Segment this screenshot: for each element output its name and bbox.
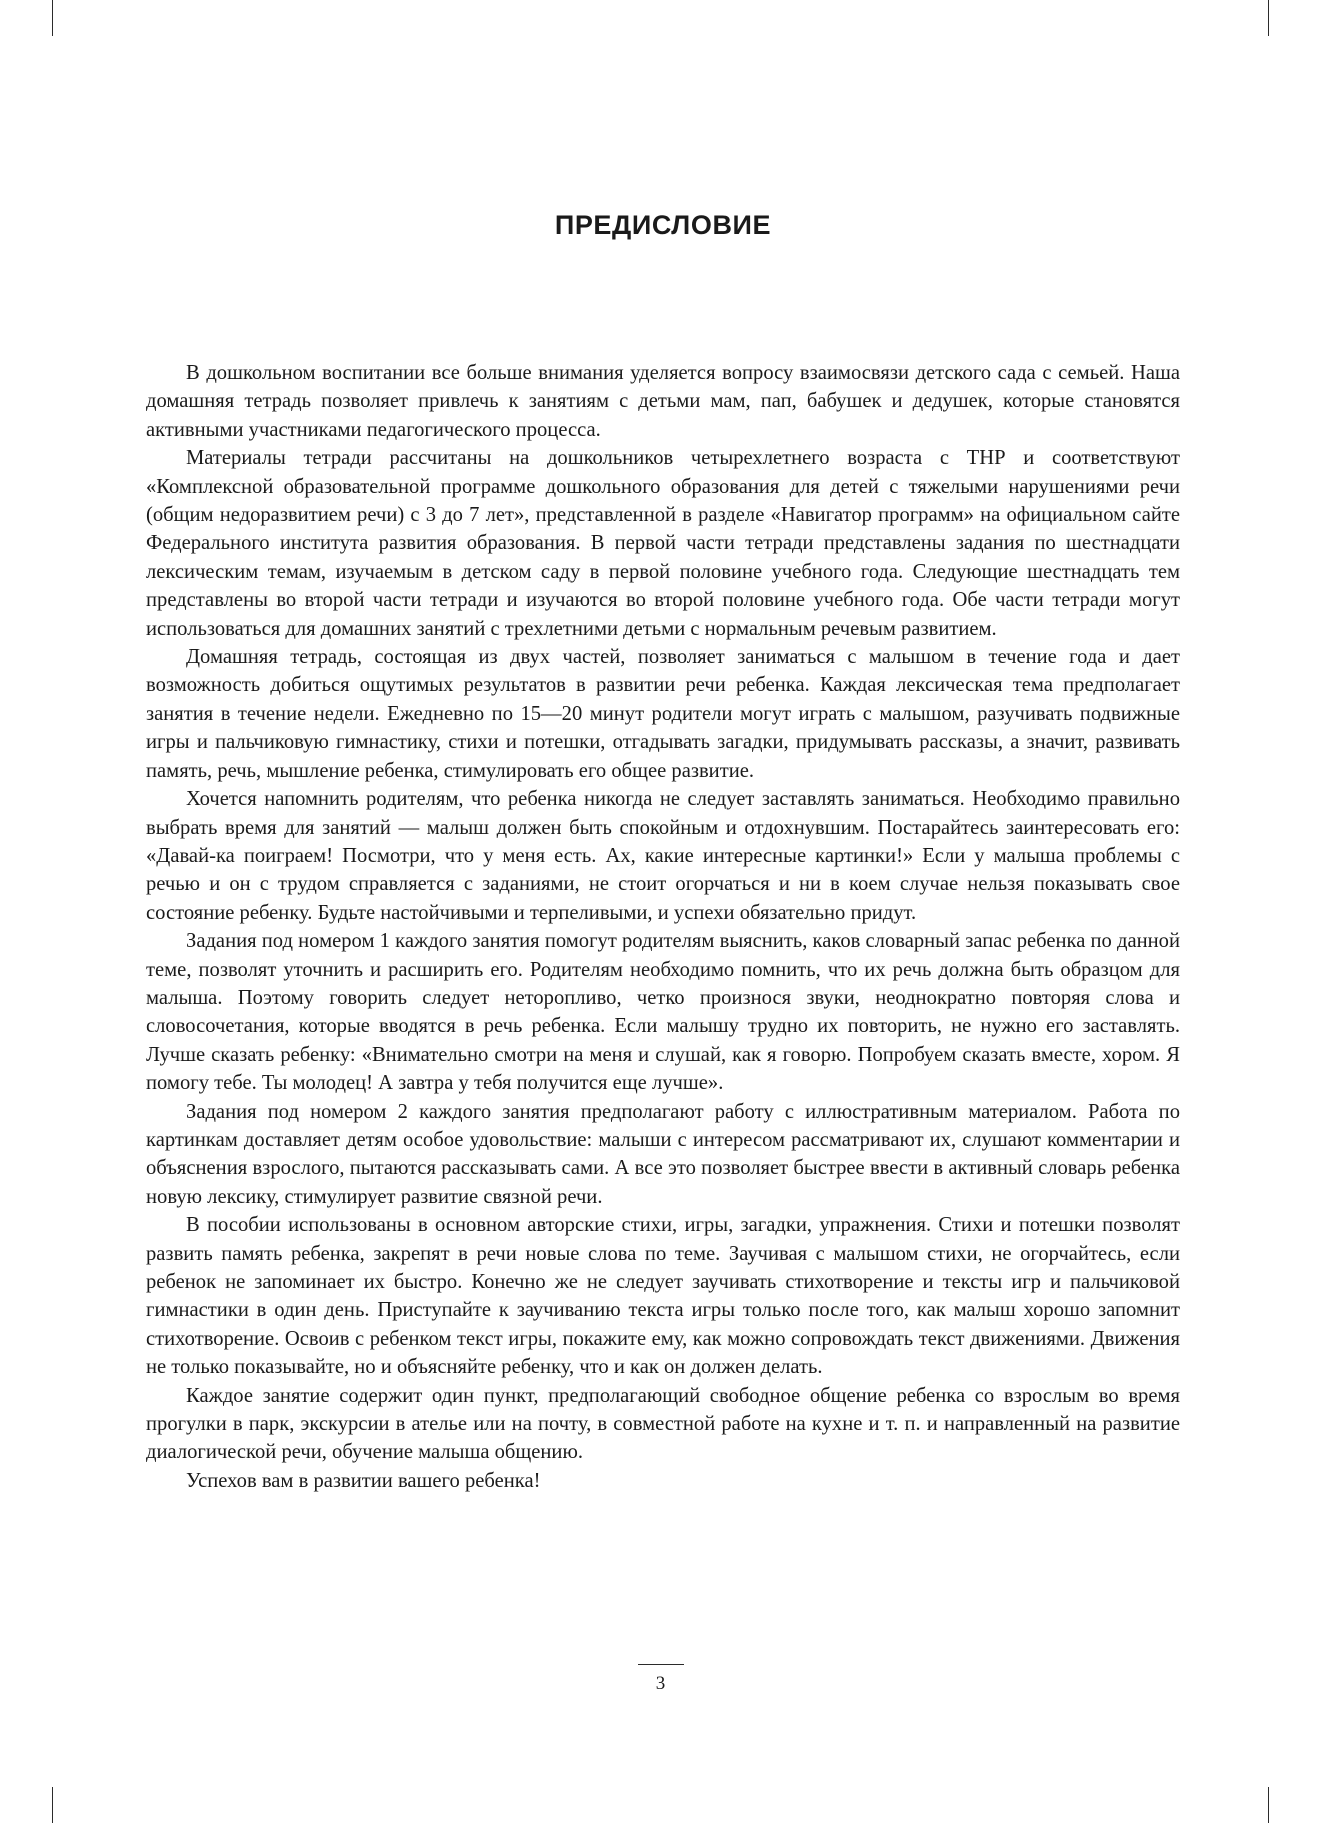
paragraph: Хочется напомнить родителям, что ребенка никогда не следует заставлять заниматься. Необходимо правильно выбрать время для занятий — малыш должен быть спокойным и отдохнувшим. Постарайтесь заинтересовать его: «Давай-ка поиграем! Посмотри, что у меня есть. Ах, какие интересные картинки!» Если у малыша проблемы с речью и он с трудом справляется с заданиями, не стоит огорчаться и ни в коем случае нельзя показывать свое состояние ребенку. Будьте настойчивыми и терпеливыми, и успехи обязательно придут. <box>146 788 1180 924</box>
body-text <box>146 359 1180 1495</box>
paragraph: Задания под номером 2 каждого занятия предполагают работу с иллюстративным материалом. Работа по картинкам доставляет детям особое удовольствие: малыши с интересом рассматривают их, слушают комментарии и объяснения взрослого, пытаются рассказывать сами. А все это позволяет быстрее ввести в активный словарь ребенка новую лексику, стимулирует развитие связной речи. <box>146 1100 1180 1208</box>
paragraph: В пособии использованы в основном авторские стихи, игры, загадки, упражнения. Стихи и потешки позволят развить память ребенка, закрепят в речи новые слова по теме. Заучивая с малышом стихи, не огорчайтесь, если ребенок не запоминает их быстро. Конечно же не следует заучивать стихотворение и тексты игр и пальчиковой гимнастики в один день. Приступайте к заучиванию текста игры только после того, как малыш хорошо запомнит стихотворение. Освоив с ребенком текст игры, покажите ему, как можно сопровождать текст движениями. Движения не только показывайте, но и объясняйте ребенку, что и как он должен делать. <box>146 1214 1180 1379</box>
paragraph: Успехов вам в развитии вашего ребенка! <box>186 1469 541 1492</box>
page-footer <box>0 1664 1321 1695</box>
paragraph: Каждое занятие содержит один пункт, предполагающий свободное общение ребенка со взрослым во время прогулки в парк, экскурсии в ателье или на почту, в совместной работе на кухне и т. п. и направленный на развитие диалогической речи, обучение малыша общению. <box>146 1384 1180 1464</box>
crop-mark-top-left <box>52 0 53 36</box>
crop-mark-bottom-left <box>52 1787 53 1823</box>
page-title: ПРЕДИСЛОВИЕ <box>554 210 772 240</box>
footer-divider <box>638 1664 684 1665</box>
paragraph: Домашняя тетрадь, состоящая из двух частей, позволяет заниматься с малышом в течение года и дает возможность добиться ощутимых результатов в развитии речи ребенка. Каждая лексическая тема предполагает занятия в течение недели. Ежедневно по 15—20 минут родители могут играть с малышом, разучивать подвижные игры и пальчиковую гимнастику, стихи и потешки, отгадывать загадки, придумывать рассказы, а значит, развивать память, речь, мышление ребенка, стимулировать его общее развитие. <box>146 646 1180 782</box>
paragraph: Материалы тетради рассчитаны на дошкольников четырехлетнего возраста с ТНР и соответствуют «Комплексной образовательной программе дошкольного образования для детей с тяжелыми нарушениями речи (общим недоразвитием речи) с 3 до 7 лет», представленной в разделе «Навигатор программ» на официальном сайте Федерального института развития образования. В первой части тетради представлены задания по шестнадцати лексическим темам, изучаемым в детском саду в первой половине учебного года. Следующие шестнадцать тем представлены во второй части тетради и изучаются во второй половине учебного года. Обе части тетради могут использоваться для домашних занятий с трехлетними детьми с нормальным речевым развитием. <box>146 447 1180 640</box>
crop-mark-top-right <box>1268 0 1269 36</box>
text-column <box>146 0 1180 1823</box>
paragraph: Задания под номером 1 каждого занятия помогут родителям выяснить, каков словарный запас ребенка по данной теме, позволят уточнить и расширить его. Родителям необходимо помнить, что их речь должна быть образцом для малыша. Поэтому говорить следует неторопливо, четко произнося звуки, неоднократно повторяя слова и словосочетания, которые вводятся в речь ребенка. Если малышу трудно их повторить, не нужно его заставлять. Лучше сказать ребенку: «Внимательно смотри на меня и слушай, как я говорю. Попробуем сказать вместе, хором. Я помогу тебе. Ты молодец! А завтра у тебя получится еще лучше». <box>146 930 1180 1095</box>
paragraph: В дошкольном воспитании все больше внимания уделяется вопросу взаимосвязи детского сада с семьей. Наша домашняя тетрадь позволяет привлечь к занятиям с детьми мам, пап, бабушек и дедушек, которые становятся активными участниками педагогического процесса. <box>146 362 1180 441</box>
page-number: 3 <box>655 1673 666 1694</box>
crop-mark-bottom-right <box>1268 1787 1269 1823</box>
